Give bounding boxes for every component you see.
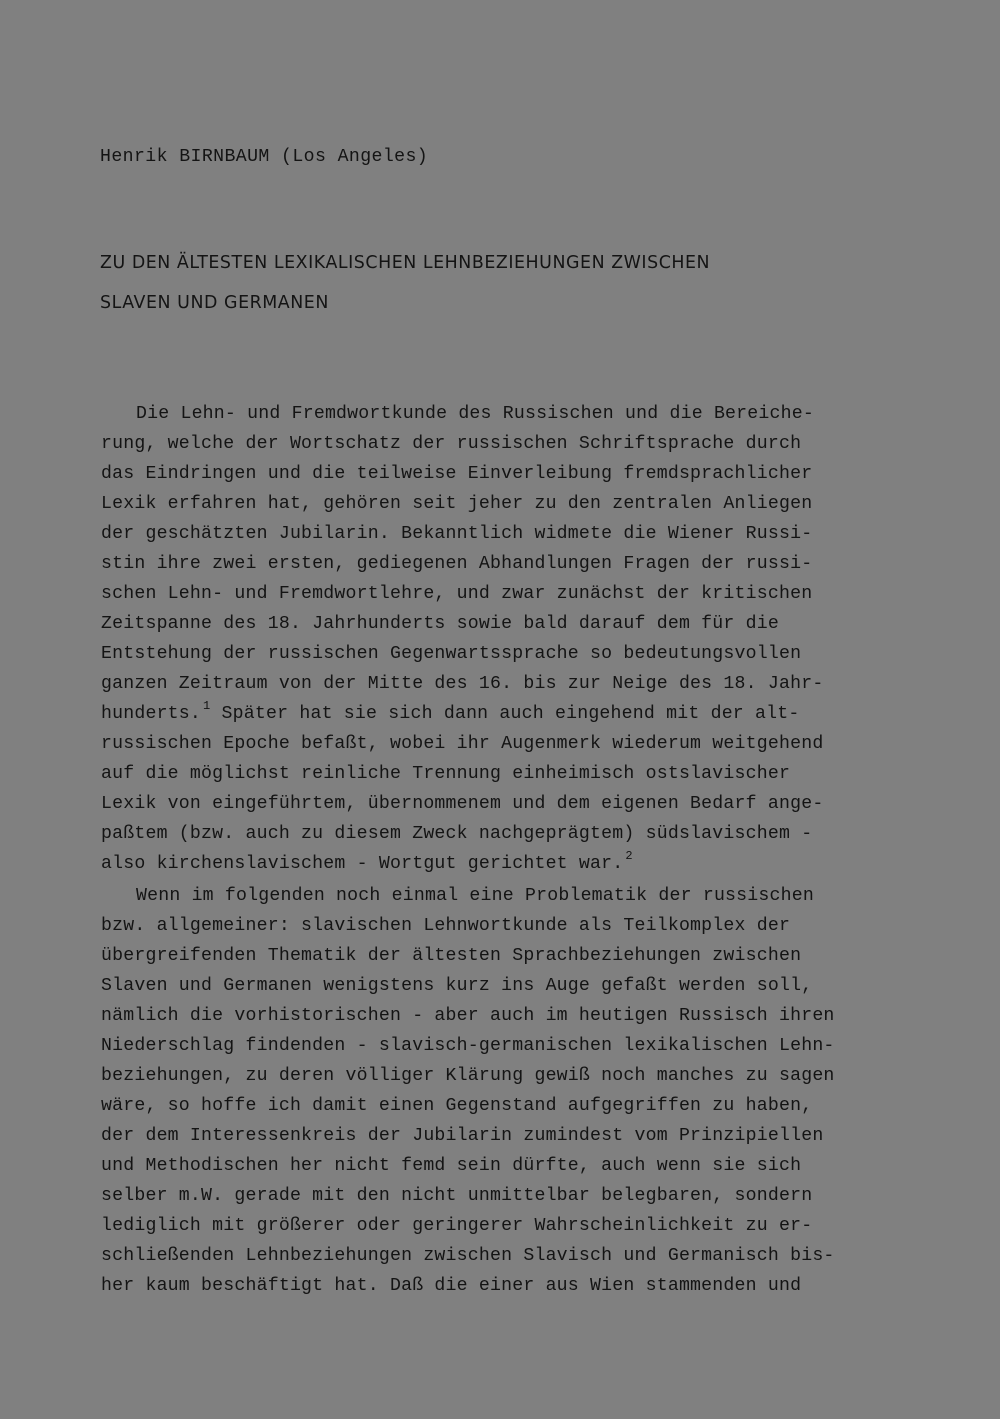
footnote-marker-1: 1	[203, 698, 211, 713]
body-line: Niederschlag findenden - slavisch-germanischen lexikalischen Lehn-	[101, 1036, 835, 1056]
body-line: her kaum beschäftigt hat. Daß die einer aus Wien stammenden und	[101, 1276, 802, 1296]
body-line: paßtem (bzw. auch zu diesem Zweck nachgeprägtem) südslavischem -	[101, 824, 813, 844]
body-line: Wenn im folgenden noch einmal eine Problematik der russischen	[136, 886, 814, 906]
body-line: und Methodischen her nicht femd sein dürfte, auch wenn sie sich	[101, 1156, 802, 1176]
body-line: nämlich die vorhistorischen - aber auch im heutigen Russisch ihren	[101, 1006, 835, 1026]
body-line: Lexik von eingeführtem, übernommenem und dem eigenen Bedarf ange-	[101, 794, 824, 814]
article-title-line-2: SLAVEN UND GERMANEN	[100, 293, 329, 313]
body-line: das Eindringen und die teilweise Einverleibung fremdsprachlicher	[101, 464, 813, 484]
footnote-marker-2: 2	[625, 848, 633, 863]
body-line: lediglich mit größerer oder geringerer Wahrscheinlichkeit zu er-	[101, 1216, 813, 1236]
body-line: schen Lehn- und Fremdwortlehre, und zwar zunächst der kritischen	[101, 584, 813, 604]
body-line: russischen Epoche befaßt, wobei ihr Augenmerk wiederum weitgehend	[101, 734, 824, 754]
body-line: selber m.W. gerade mit den nicht unmittelbar belegbaren, sondern	[101, 1186, 813, 1206]
body-line: Zeitspanne des 18. Jahrhunderts sowie bald darauf dem für die	[101, 614, 779, 634]
body-line: bzw. allgemeiner: slavischen Lehnwortkunde als Teilkomplex der	[101, 916, 791, 936]
body-line: übergreifenden Thematik der ältesten Sprachbeziehungen zwischen	[101, 946, 802, 966]
body-line: auf die möglichst reinliche Trennung einheimisch ostslavischer	[101, 764, 791, 784]
body-line: schließenden Lehnbeziehungen zwischen Slavisch und Germanisch bis-	[101, 1246, 835, 1266]
body-line: Die Lehn- und Fremdwortkunde des Russischen und die Bereiche-	[136, 404, 814, 424]
body-line: ganzen Zeitraum von der Mitte des 16. bis zur Neige des 18. Jahr-	[101, 674, 824, 694]
body-line-text: also kirchenslavischem - Wortgut gerichtet war.	[101, 854, 624, 874]
body-line: wäre, so hoffe ich damit einen Gegenstand aufgegriffen zu haben,	[101, 1096, 813, 1116]
body-line: stin ihre zwei ersten, gediegenen Abhandlungen Fragen der russi-	[101, 554, 813, 574]
author-line: Henrik BIRNBAUM (Los Angeles)	[100, 147, 429, 167]
body-line: Entstehung der russischen Gegenwartssprache so bedeutungsvollen	[101, 644, 802, 664]
body-line: der dem Interessenkreis der Jubilarin zumindest vom Prinzipiellen	[101, 1126, 824, 1146]
body-line-with-footnote	[101, 699, 800, 729]
body-line: Slaven und Germanen wenigstens kurz ins Auge gefaßt werden soll,	[101, 976, 813, 996]
body-line-with-footnote	[101, 849, 633, 879]
body-line: rung, welche der Wortschatz der russischen Schriftsprache durch	[101, 434, 802, 454]
body-line-end: Später hat sie sich dann auch eingehend mit der alt-	[210, 704, 800, 724]
article-title-line-1: ZU DEN ÄLTESTEN LEXIKALISCHEN LEHNBEZIEHUNGEN ZWISCHEN	[100, 253, 711, 273]
body-line: beziehungen, zu deren völliger Klärung gewiß noch manches zu sagen	[101, 1066, 835, 1086]
body-line: der geschätzten Jubilarin. Bekanntlich widmete die Wiener Russi-	[101, 524, 813, 544]
body-line: Lexik erfahren hat, gehören seit jeher zu den zentralen Anliegen	[101, 494, 813, 514]
body-line-start: hunderts.	[101, 704, 202, 724]
